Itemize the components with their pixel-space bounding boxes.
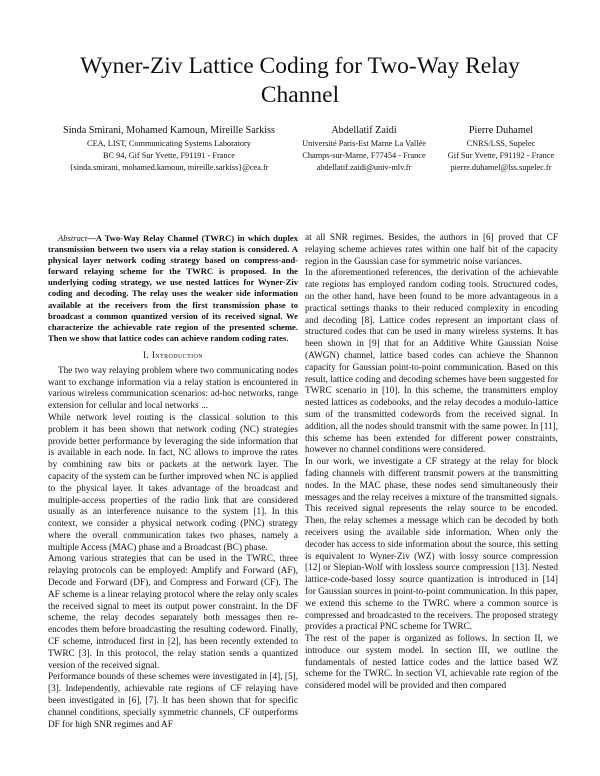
author-address: Gif Sur Yvette, F91192 - France — [447, 150, 555, 160]
left-column — [48, 233, 298, 731]
abstract-label: Abstract — [58, 233, 88, 243]
author-affiliation: CNRS/LSS, Supelec — [466, 139, 536, 148]
abstract — [48, 233, 298, 344]
paragraph: The two way relaying problem where two communicating nodes want to exchange information via a relay station is encountered in various wireless communication scenarios: ad-hoc networks, range extension for cellular and local networks ... — [48, 365, 298, 412]
section-number: I. — [142, 349, 150, 360]
paragraph: Among various strategies that can be used in the TWRC, three relaying protocols can be employed: Amplify and Forward (AF), Decode and Forward (DF), and Compress and Forward (CF). The AF scheme is a linear relaying protocol where the relay only scales the received signal to meet its output power constraint. In the DF scheme, the relay decodes separately both messages then re-encodes them before broadcasting the resulting codeword. Finally, CF scheme, introduced first in [2], has been recently extended to TWRC [3]. In this protocol, the relay station sends a quantized version of the received signal. — [48, 554, 298, 671]
author-block-2 — [296, 124, 432, 173]
paragraph: In our work, we investigate a CF strategy at the relay for block fading channels with different transmit powers at the transmitting nodes. In the MAC phase, these nodes send simultaneously their messages and the relay receives a mixture of the transmitted signals. This received signal represents the relay source to be encoded. Then, the relay schemes a message which can be decoded by both receivers using the available side information. When only the decoder has access to side information about the source, this setting is equivalent to Wyner-Ziv (WZ) with lossy source compression [12] or Slepian-Wolf with lossless source compression [13]. Nested lattice-code-based lossy source quantization is introduced in [14] for Gaussian sources in point-to-point communication. In this paper, we extend this scheme to the TWRC where a common source is compressed and broadcasted to the receivers. The proposed strategy provides a practical PNC scheme for TWRC. — [305, 457, 559, 633]
paragraph: Performance bounds of these schemes were investigated in [4], [5], [3]. Independently, achievable rate regions of CF relaying have been investigated in [6], [7]. It has been shown that for specific channel conditions, specially symmetric channels, CF outperforms DF for high SNR regimes and AF — [48, 672, 298, 730]
paragraph: The rest of the paper is organized as follows. In section II, we introduce our system model. In section III, we outline the fundamentals of nested lattice codes and the lattice based WZ scheme for the TWRC. In section VI, achievable rate region of the considered model will be provided and then compared — [305, 634, 558, 692]
author-affiliation: Université Paris-Est Marne La Vallée — [302, 139, 426, 148]
author-email: abdellatif.zaidi@univ-mlv.fr — [316, 162, 412, 172]
paragraph: at all SNR regimes. Besides, the authors in [6] proved that CF relaying scheme achieves rates within one half bit of the capacity region in the Gaussian case for symmetric noise variances. — [305, 233, 558, 267]
author-name: Sinda Smirani, Mohamed Kamoun, Mireille Sarkiss — [63, 125, 275, 136]
section-title: Introduction — [151, 349, 204, 360]
author-name: Pierre Duhamel — [468, 125, 534, 136]
paper-title: Wyner-Ziv Lattice Coding for Two-Way Relay Channel — [80, 53, 520, 108]
paragraph: In the aforementioned references, the derivation of the achievable rate regions has employed random coding tools. Structured codes, on the other hand, have been found to be more advantageous in a practical settings thanks to their reduced complexity in encoding and decoding [8]. Lattice codes represent an important class of structured codes that can be used in many wireless systems. It has been shown in [9] that for an Additive White Gaussian Noise (AWGN) channel, lattice based codes can achieve the Shannon capacity for Gaussian point-to-point communication. Based on this result, lattice coding and decoding schemes have been suggested for TWRC scenario in [10]. In this scheme, the transmitters employ nested lattices as codebooks, and the relay decodes a modulo-lattice sum of the transmitted codewords from the received signal. In addition, all the nodes should transmit with the same power. In [11], this scheme has been extended for different power constraints, however no channel conditions were considered. — [305, 268, 558, 456]
abstract-text: —A Two-Way Relay Channel (TWRC) in which duplex transmission between two users via a relay station is considered. A physical layer network coding strategy based on compress-and-forward relaying scheme for the TWRC is proposed. In the underlying coding strategy, we use nested lattices for Wyner-Ziv coding and decoding. The relay uses the weaker side information available at the receivers from the first transmission phase to broadcast a common quantized version of its received signal. We characterize the achievable rate region of the presented scheme. Then we show that lattice codes can achieve random coding rates. — [48, 233, 298, 343]
paragraph: While network level routing is the classical solution to this problem it has been shown that network coding (NC) strategies provide better performance by leveraging the side information that is available in each node. In fact, NC allows to improve the rates by combining raw bits or packets at the network layer. The capacity of the system can be further improved when NC is applied to the physical layer. It takes advantage of the broadcast and multiple-access properties of the radio link that are considered usually as an interference nuisance to the system [1]. In this context, we consider a physical network coding (PNC) strategy where the overall communication takes two phases, namely a multiple Access (MAC) phase and a Broadcast (BC) phase. — [48, 412, 298, 553]
section-heading — [48, 350, 298, 362]
author-address: BC 94, Gif Sur Yvette, F91191 - France — [103, 150, 235, 160]
author-email: pierre.duhamel@lss.supelec.fr — [450, 162, 552, 172]
author-email: {sinda.smirani, mohamed.kamoun, mireille.sarkiss}@cea.fr — [69, 162, 269, 172]
author-name: Abdellatif Zaidi — [331, 125, 397, 136]
author-block-3 — [430, 124, 572, 173]
right-column — [305, 233, 558, 693]
author-address: Champs-sur-Marne, F77454 - France — [302, 150, 426, 160]
author-affiliation: CEA, LIST, Communicating Systems Laboratory — [87, 139, 251, 148]
author-block-1 — [38, 124, 300, 173]
